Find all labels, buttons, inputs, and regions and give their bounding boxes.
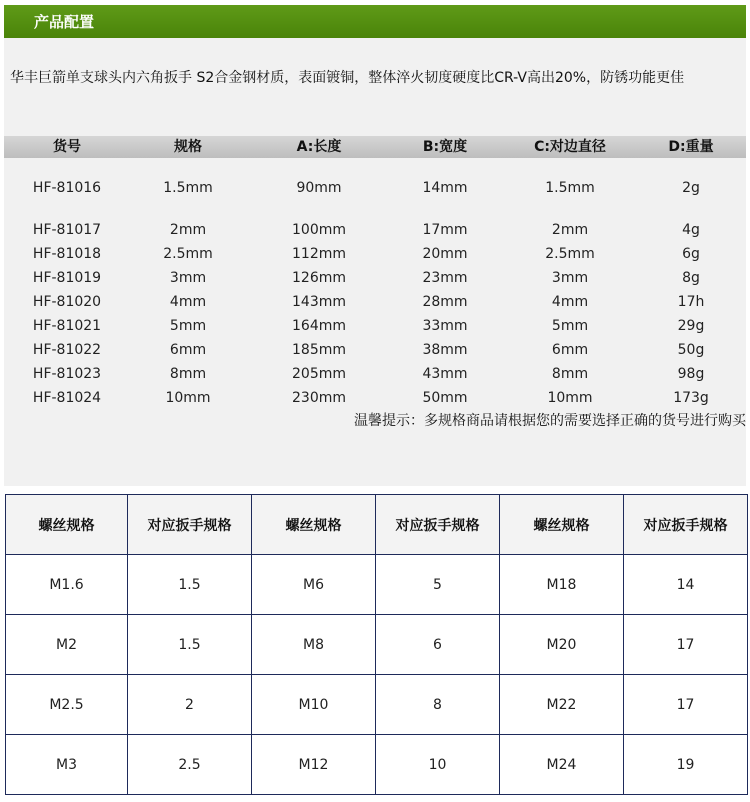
spec-table-cell: 2.5mm	[163, 246, 213, 262]
size-table-cell: M18	[500, 555, 624, 615]
spec-table-cell: 143mm	[292, 294, 346, 310]
spec-table-cell: 6mm	[551, 342, 589, 358]
size-table-header-cell: 螺丝规格	[500, 495, 624, 555]
size-table-header-cell: 对应扳手规格	[624, 495, 748, 555]
spec-table-cell: 173g	[673, 390, 709, 406]
spec-header-cell: 货号	[53, 139, 81, 155]
spec-table-cell: 33mm	[422, 318, 468, 334]
product-spec-panel	[4, 38, 746, 486]
size-table-cell: 2	[128, 675, 252, 735]
size-table-row	[6, 615, 748, 675]
size-table-cell: M2.5	[6, 675, 128, 735]
size-table-cell: M1.6	[6, 555, 128, 615]
spec-table-cell: 20mm	[422, 246, 468, 262]
spec-table-cell: 43mm	[422, 366, 468, 382]
size-table-cell: 17	[624, 615, 748, 675]
size-table-cell: M22	[500, 675, 624, 735]
spec-header-cell: D:重量	[668, 139, 714, 155]
spec-table-cell: 205mm	[292, 366, 346, 382]
spec-table-cell: 5mm	[551, 318, 589, 334]
size-table-cell: M2	[6, 615, 128, 675]
spec-table-cell: 28mm	[422, 294, 468, 310]
spec-table-cell: 38mm	[422, 342, 468, 358]
spec-table-cell: 2mm	[551, 222, 589, 238]
spec-table-cell: 23mm	[422, 270, 468, 286]
spec-table-cell: 50g	[677, 342, 705, 358]
spec-table-cell: 17h	[677, 294, 705, 310]
spec-table-cell: HF-81022	[32, 342, 102, 358]
spec-table-cell: 1.5mm	[545, 180, 595, 196]
purchase-tip: 温馨提示：多规格商品请根据您的需要选择正确的货号进行购买	[354, 413, 746, 429]
spec-header-cell: 规格	[174, 139, 202, 155]
spec-table-cell: 185mm	[292, 342, 346, 358]
screw-wrench-size-table	[5, 494, 748, 795]
size-table-header-cell: 螺丝规格	[252, 495, 376, 555]
spec-table-cell: 2.5mm	[545, 246, 595, 262]
size-table-header-row	[6, 495, 748, 555]
spec-table-cell: 5mm	[169, 318, 207, 334]
spec-table-cell: HF-81021	[32, 318, 102, 334]
spec-table-cell: 8mm	[551, 366, 589, 382]
section-title: 产品配置	[34, 13, 95, 31]
spec-table-cell: 3mm	[551, 270, 589, 286]
size-table-row	[6, 675, 748, 735]
size-table-cell: 17	[624, 675, 748, 735]
spec-table-cell: 98g	[677, 366, 705, 382]
section-header-bar	[4, 5, 746, 38]
spec-table-cell: 29g	[677, 318, 705, 334]
spec-table-row	[4, 340, 746, 362]
spec-table-cell: 126mm	[292, 270, 346, 286]
spec-table-cell: 1.5mm	[163, 180, 213, 196]
spec-table-row	[4, 178, 746, 200]
size-table-header-cell: 对应扳手规格	[128, 495, 252, 555]
spec-table-cell: 6g	[682, 246, 700, 262]
spec-table-row	[4, 364, 746, 386]
spec-header-cell: A:长度	[296, 139, 342, 155]
spec-table-cell: 100mm	[292, 222, 346, 238]
spec-table-cell: 4g	[682, 222, 700, 238]
spec-table-cell: 14mm	[422, 180, 468, 196]
size-table-cell: M6	[252, 555, 376, 615]
spec-table-cell: 17mm	[422, 222, 468, 238]
spec-table-cell: 2mm	[169, 222, 207, 238]
size-table-cell: 14	[624, 555, 748, 615]
size-table-cell: 6	[376, 615, 500, 675]
spec-table-row	[4, 268, 746, 290]
size-table-cell: 1.5	[128, 615, 252, 675]
spec-table-cell: 90mm	[296, 180, 342, 196]
spec-table-cell: HF-81017	[32, 222, 102, 238]
size-table-cell: 19	[624, 735, 748, 795]
size-table-cell: M12	[252, 735, 376, 795]
spec-table-cell: HF-81018	[32, 246, 102, 262]
size-table-header-cell: 对应扳手规格	[376, 495, 500, 555]
spec-table-cell: 230mm	[292, 390, 346, 406]
size-table-cell: 2.5	[128, 735, 252, 795]
size-table-cell: M3	[6, 735, 128, 795]
spec-table-row	[4, 316, 746, 338]
spec-table-cell: HF-81019	[32, 270, 102, 286]
spec-table-row	[4, 292, 746, 314]
spec-table-header	[4, 136, 746, 158]
size-table-cell: M8	[252, 615, 376, 675]
spec-table-cell: 10mm	[547, 390, 593, 406]
spec-table-cell: 50mm	[422, 390, 468, 406]
spec-table-cell: 2g	[682, 180, 700, 196]
spec-table-row	[4, 244, 746, 266]
size-table-cell: M10	[252, 675, 376, 735]
size-table-header-cell: 螺丝规格	[6, 495, 128, 555]
spec-table-cell: 8g	[682, 270, 700, 286]
spec-table-cell: HF-81024	[32, 390, 102, 406]
spec-table-cell: HF-81016	[32, 180, 102, 196]
spec-table-cell: 4mm	[169, 294, 207, 310]
size-table-cell: 10	[376, 735, 500, 795]
spec-table-cell: HF-81023	[32, 366, 102, 382]
spec-table-row	[4, 388, 746, 410]
spec-table-cell: 8mm	[169, 366, 207, 382]
size-table-cell: M20	[500, 615, 624, 675]
size-table-cell: 8	[376, 675, 500, 735]
spec-table-cell: 6mm	[169, 342, 207, 358]
size-table-cell: M24	[500, 735, 624, 795]
spec-table-cell: HF-81020	[32, 294, 102, 310]
spec-table-cell: 4mm	[551, 294, 589, 310]
spec-table-row	[4, 220, 746, 242]
spec-table-cell: 3mm	[169, 270, 207, 286]
size-table-row	[6, 555, 748, 615]
size-table-row	[6, 735, 748, 795]
spec-table-cell: 164mm	[292, 318, 346, 334]
spec-table-cell: 112mm	[292, 246, 346, 262]
spec-header-cell: C:对边直径	[534, 139, 606, 155]
size-table-cell: 1.5	[128, 555, 252, 615]
product-description: 华丰巨箭单支球头内六角扳手 S2合金钢材质，表面镀铜，整体淬火韧度硬度比CR-V高出20%，防锈功能更佳	[10, 70, 685, 86]
spec-table-cell: 10mm	[165, 390, 211, 406]
size-table-cell: 5	[376, 555, 500, 615]
spec-header-cell: B:宽度	[422, 139, 468, 155]
